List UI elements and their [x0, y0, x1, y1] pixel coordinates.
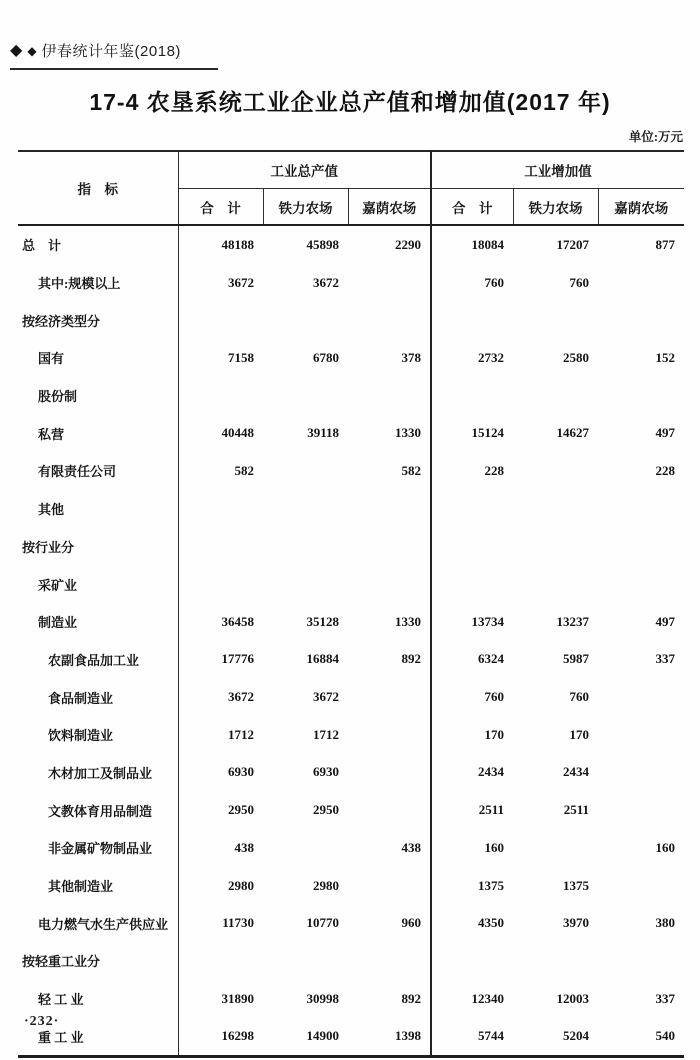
- indicator-header: 指 标: [18, 151, 178, 225]
- cell-value: 1330: [348, 603, 431, 641]
- cell-value: 5204: [563, 1028, 590, 1044]
- table-row: [18, 301, 684, 339]
- cell-value: [348, 942, 431, 980]
- cell-value: [598, 716, 684, 754]
- table-body: [18, 225, 684, 1057]
- cell-value: 14900: [306, 1028, 339, 1044]
- cell-value: 2434: [563, 764, 590, 780]
- cell-value: [348, 377, 431, 415]
- cell-value: 1712: [228, 726, 254, 742]
- cell-value: 16298: [221, 1028, 254, 1044]
- cell-value: 16884: [306, 651, 339, 667]
- cell-value: [348, 716, 431, 754]
- cell-value: 36458: [221, 613, 254, 629]
- cell-value: [263, 565, 348, 603]
- cell-value: [598, 490, 684, 528]
- cell-value: [513, 377, 598, 415]
- row-label: 轻 工 业: [18, 980, 178, 1018]
- cell-value: 228: [655, 462, 676, 478]
- table-row: [18, 942, 684, 980]
- cell-value: [263, 490, 348, 528]
- cell-value: [598, 867, 684, 905]
- page-number: ·232·: [24, 1014, 60, 1029]
- cell-value: 2511: [563, 802, 590, 818]
- row-label: 饮料制造业: [18, 716, 178, 754]
- cell-value: 31890: [221, 990, 254, 1006]
- cell-value: 497: [655, 425, 676, 441]
- table-row: [18, 339, 684, 377]
- cell-value: 3672: [313, 274, 339, 290]
- cell-value: [348, 754, 431, 792]
- cell-value: 2950: [313, 802, 339, 818]
- cell-value: 760: [484, 274, 505, 290]
- row-label: 股份制: [18, 377, 178, 415]
- cell-value: 39118: [307, 425, 339, 441]
- cell-value: 13237: [556, 613, 590, 629]
- table-row: [18, 264, 684, 302]
- diamond-icon: ◆: [10, 41, 23, 59]
- cell-value: 170: [569, 726, 590, 742]
- table-header: [18, 151, 684, 225]
- cell-value: [178, 490, 263, 528]
- row-label: 农副食品加工业: [18, 641, 178, 679]
- cell-value: 3672: [228, 689, 254, 705]
- yearbook-title: 伊春统计年鉴(2018): [41, 43, 181, 60]
- cell-value: [348, 678, 431, 716]
- cell-value: [513, 452, 598, 490]
- cell-value: [598, 754, 684, 792]
- cell-value: [263, 528, 348, 566]
- table-row: [18, 528, 684, 566]
- cell-value: 5744: [478, 1028, 505, 1044]
- cell-value: [348, 791, 431, 829]
- cell-value: 337: [655, 990, 676, 1006]
- table-row: [18, 377, 684, 415]
- cell-value: [431, 565, 513, 603]
- cell-value: 1375: [563, 877, 590, 893]
- cell-value: 1330: [348, 414, 431, 452]
- cell-value: 160: [484, 839, 505, 855]
- cell-value: 6930: [228, 764, 254, 780]
- cell-value: [178, 565, 263, 603]
- cell-value: 2511: [478, 802, 505, 818]
- cell-value: 877: [655, 236, 676, 252]
- cell-value: [513, 829, 598, 867]
- row-label: 木材加工及制品业: [18, 754, 178, 792]
- col-header-jiayin-farm-1: 嘉荫农场: [348, 189, 431, 226]
- cell-value: 892: [348, 980, 431, 1018]
- cell-value: 337: [655, 651, 676, 667]
- row-label: 非金属矿物制品业: [18, 829, 178, 867]
- row-label: 其中:规模以上: [18, 264, 178, 302]
- cell-value: 40448: [221, 425, 254, 441]
- cell-value: [178, 301, 263, 339]
- cell-value: [178, 528, 263, 566]
- cell-value: 13734: [471, 613, 505, 629]
- row-label: 重 工 业: [18, 1017, 178, 1056]
- cell-value: [431, 490, 513, 528]
- cell-value: 760: [569, 274, 590, 290]
- table-row: [18, 678, 684, 716]
- cell-value: 17776: [221, 651, 254, 667]
- cell-value: 1375: [478, 877, 505, 893]
- col-header-total-2: 合 计: [431, 189, 513, 226]
- row-label: 文教体育用品制造: [18, 791, 178, 829]
- col-header-jiayin-farm-2: 嘉荫农场: [598, 189, 684, 226]
- cell-value: [598, 678, 684, 716]
- diamond-icon: ◆: [27, 43, 37, 58]
- cell-value: 497: [655, 613, 676, 629]
- cell-value: 4350: [478, 915, 505, 931]
- statistics-table: [18, 150, 684, 1058]
- cell-value: [598, 528, 684, 566]
- table-row: [18, 904, 684, 942]
- col-header-tieli-farm-2: 铁力农场: [513, 189, 598, 226]
- cell-value: 2434: [478, 764, 505, 780]
- cell-value: 760: [569, 689, 590, 705]
- cell-value: [513, 942, 598, 980]
- cell-value: [598, 264, 684, 302]
- row-label: 按轻重工业分: [18, 942, 178, 980]
- group-header-gross-output: 工业总产值: [178, 151, 431, 189]
- cell-value: [348, 565, 431, 603]
- cell-value: 2580: [563, 349, 590, 365]
- cell-value: 1398: [348, 1017, 431, 1056]
- cell-value: 2732: [478, 349, 505, 365]
- row-label: 国有: [18, 339, 178, 377]
- cell-value: [598, 377, 684, 415]
- row-label: 有限责任公司: [18, 452, 178, 490]
- cell-value: [263, 829, 348, 867]
- row-label: 总 计: [18, 225, 178, 264]
- cell-value: 15124: [471, 425, 505, 441]
- statistics-table-wrap: [18, 150, 684, 1058]
- cell-value: 6324: [478, 651, 505, 667]
- cell-value: 228: [484, 462, 505, 478]
- cell-value: 6780: [313, 349, 339, 365]
- cell-value: 760: [484, 689, 505, 705]
- cell-value: [263, 301, 348, 339]
- cell-value: [431, 942, 513, 980]
- cell-value: 892: [348, 641, 431, 679]
- cell-value: 1712: [313, 726, 339, 742]
- cell-value: 152: [655, 349, 676, 365]
- row-label: 其他制造业: [18, 867, 178, 905]
- cell-value: 582: [234, 462, 254, 478]
- cell-value: 2980: [228, 877, 254, 893]
- cell-value: 18084: [471, 236, 505, 252]
- cell-value: 35128: [306, 613, 339, 629]
- cell-value: [178, 942, 263, 980]
- cell-value: 12003: [556, 990, 590, 1006]
- cell-value: 3672: [313, 689, 339, 705]
- table-row: [18, 980, 684, 1018]
- col-header-total-1: 合 计: [178, 189, 263, 226]
- cell-value: 3970: [563, 915, 590, 931]
- cell-value: [513, 490, 598, 528]
- cell-value: [263, 452, 348, 490]
- cell-value: [431, 301, 513, 339]
- cell-value: [598, 791, 684, 829]
- table-row: [18, 1017, 684, 1056]
- cell-value: [348, 301, 431, 339]
- cell-value: 7158: [228, 349, 254, 365]
- cell-value: 45898: [306, 236, 339, 252]
- cell-value: 582: [348, 452, 431, 490]
- masthead: [10, 40, 218, 70]
- cell-value: 17207: [556, 236, 590, 252]
- col-header-tieli-farm-1: 铁力农场: [263, 189, 348, 226]
- cell-value: [513, 528, 598, 566]
- cell-value: [598, 942, 684, 980]
- cell-value: 30998: [306, 990, 339, 1006]
- table-row: [18, 452, 684, 490]
- table-row: [18, 225, 684, 264]
- table-row: [18, 791, 684, 829]
- table-row: [18, 603, 684, 641]
- row-label: 制造业: [18, 603, 178, 641]
- cell-value: 5987: [563, 651, 590, 667]
- row-label: 采矿业: [18, 565, 178, 603]
- row-label: 按经济类型分: [18, 301, 178, 339]
- cell-value: 3672: [228, 274, 254, 290]
- cell-value: 160: [655, 839, 676, 855]
- table-row: [18, 490, 684, 528]
- table-row: [18, 754, 684, 792]
- cell-value: [431, 528, 513, 566]
- cell-value: 438: [348, 829, 431, 867]
- cell-value: 2290: [348, 225, 431, 264]
- row-label: 私营: [18, 414, 178, 452]
- unit-note: 单位:万元: [628, 130, 683, 144]
- cell-value: 960: [348, 904, 431, 942]
- cell-value: [348, 528, 431, 566]
- table-row: [18, 867, 684, 905]
- cell-value: 540: [655, 1028, 676, 1044]
- cell-value: 170: [484, 726, 505, 742]
- cell-value: [263, 942, 348, 980]
- cell-value: 438: [234, 839, 254, 855]
- cell-value: 12340: [471, 990, 505, 1006]
- cell-value: [263, 377, 348, 415]
- table-row: [18, 829, 684, 867]
- row-label: 电力燃气水生产供应业: [18, 904, 178, 942]
- cell-value: 2980: [313, 877, 339, 893]
- table-row: [18, 716, 684, 754]
- table-row: [18, 641, 684, 679]
- table-row: [18, 414, 684, 452]
- row-label: 其他: [18, 490, 178, 528]
- cell-value: [431, 377, 513, 415]
- cell-value: [348, 867, 431, 905]
- cell-value: [598, 565, 684, 603]
- cell-value: 48188: [221, 236, 254, 252]
- cell-value: 14627: [556, 425, 590, 441]
- cell-value: 11730: [222, 915, 254, 931]
- cell-value: [513, 565, 598, 603]
- row-label: 食品制造业: [18, 678, 178, 716]
- cell-value: [348, 490, 431, 528]
- row-label: 按行业分: [18, 528, 178, 566]
- cell-value: [178, 377, 263, 415]
- cell-value: 6930: [313, 764, 339, 780]
- cell-value: 2950: [228, 802, 254, 818]
- cell-value: [598, 301, 684, 339]
- cell-value: [513, 301, 598, 339]
- page-title: 17-4 农垦系统工业企业总产值和增加值(2017 年): [89, 89, 611, 115]
- cell-value: 10770: [306, 915, 339, 931]
- cell-value: 378: [348, 339, 431, 377]
- group-header-added-value: 工业增加值: [431, 151, 684, 189]
- table-row: [18, 565, 684, 603]
- cell-value: [348, 264, 431, 302]
- cell-value: 380: [655, 915, 676, 931]
